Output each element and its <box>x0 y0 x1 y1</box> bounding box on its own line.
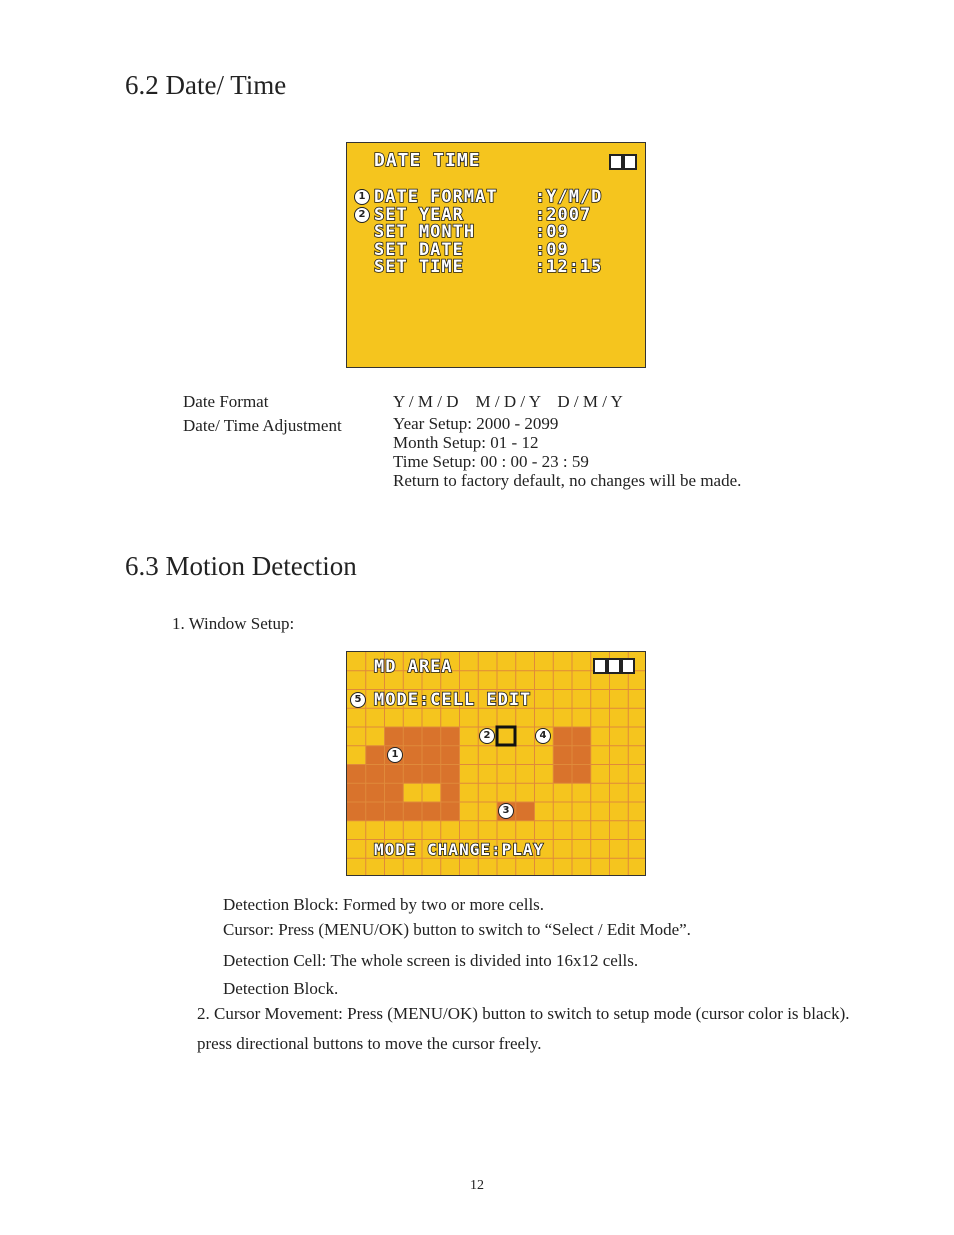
detection-cell <box>385 802 404 821</box>
osd-item-value: :2007 <box>535 204 592 225</box>
time-setup-line: Time Setup: 00 : 00 - 23 : 59 <box>393 452 589 471</box>
note-detection-cell: Detection Cell: The whole screen is divided into 16x12 cells. <box>223 951 639 970</box>
osd-item-value: :12:15 <box>535 257 603 277</box>
detection-cell <box>553 727 572 746</box>
detection-cell <box>403 746 422 765</box>
osd-item-value: :Y/M/D <box>535 187 603 207</box>
detection-blocks <box>347 727 591 821</box>
detection-cell <box>403 802 422 821</box>
detection-cell <box>572 765 591 784</box>
osd-item-label: SET MONTH <box>374 222 476 242</box>
note-detection-block: Detection Block: Formed by two or more cells. <box>223 895 545 914</box>
osd-item-label: DATE FORMAT <box>374 187 498 207</box>
md-osd-title: MD AREA <box>374 657 453 677</box>
marker-1: 1 <box>387 747 403 763</box>
detection-cell <box>347 765 366 784</box>
marker-2: 2 <box>479 728 495 744</box>
detection-cell <box>572 727 591 746</box>
marker-5: 5 <box>350 692 366 708</box>
osd-item-label: SET DATE <box>374 239 464 260</box>
date-format-label: Date Format <box>183 392 269 411</box>
date-time-osd-screen <box>346 142 646 368</box>
step-cursor-movement: 2. Cursor Movement: Press (MENU/OK) button to switch to setup mode (cursor color is black). <box>197 1004 850 1023</box>
md-mode-line: MODE:CELL EDIT <box>374 690 532 710</box>
edit-cursor <box>497 727 515 745</box>
step-window-setup: 1. Window Setup: <box>172 614 295 633</box>
section-heading-motion-detection: 6.3 Motion Detection <box>125 551 357 581</box>
osd-indicator-icon <box>621 658 635 674</box>
detection-cell <box>347 802 366 821</box>
osd-title: DATE TIME <box>374 150 481 171</box>
step-cursor-movement-continued: press directional buttons to move the cursor freely. <box>197 1034 542 1053</box>
detection-cell <box>553 765 572 784</box>
osd-indicator-icon <box>609 154 623 170</box>
detection-cell <box>516 802 535 821</box>
detection-cell <box>366 802 385 821</box>
osd-indicator-icon <box>623 154 637 170</box>
date-format-values: Y / M / D M / D / Y D / M / Y <box>393 392 623 411</box>
detection-cell <box>441 727 460 746</box>
md-bottom-line: MODE CHANGE:PLAY <box>374 840 545 859</box>
detection-cell <box>422 802 441 821</box>
detection-cell <box>422 727 441 746</box>
detection-cell <box>553 746 572 765</box>
osd-item-label: SET YEAR <box>374 204 464 225</box>
factory-default-line: Return to factory default, no changes will be made. <box>393 471 742 490</box>
osd-item-label: SET TIME <box>374 257 464 277</box>
osd-indicator-icon <box>607 658 621 674</box>
detection-cell <box>441 783 460 802</box>
section-heading-date-time: 6.2 Date/ Time <box>125 70 287 100</box>
detection-cell <box>366 783 385 802</box>
detection-cell <box>385 783 404 802</box>
date-time-adjustment-label: Date/ Time Adjustment <box>183 416 342 435</box>
year-setup-line: Year Setup: 2000 - 2099 <box>393 414 559 433</box>
osd-item-value: :09 <box>535 222 569 242</box>
osd-marker-2: 2 <box>354 207 370 223</box>
md-area-osd-screen <box>346 651 646 876</box>
detection-cell <box>366 765 385 784</box>
osd-item-value: :09 <box>535 239 569 260</box>
note-cursor: Cursor: Press (MENU/OK) button to switch to “Select / Edit Mode”. <box>223 920 691 939</box>
detection-cell <box>347 783 366 802</box>
detection-cell <box>366 746 385 765</box>
page-number: 12 <box>470 1178 484 1193</box>
detection-cell <box>572 746 591 765</box>
osd-indicator-icon <box>593 658 607 674</box>
month-setup-line: Month Setup: 01 - 12 <box>393 433 539 452</box>
detection-cell <box>403 727 422 746</box>
detection-cell <box>403 765 422 784</box>
detection-cell <box>385 727 404 746</box>
marker-4: 4 <box>535 728 551 744</box>
detection-cell <box>422 765 441 784</box>
detection-cell <box>385 765 404 784</box>
note-detection-block-2: Detection Block. <box>223 979 339 998</box>
osd-marker-1: 1 <box>354 189 370 205</box>
detection-cell <box>441 765 460 784</box>
detection-cell <box>441 802 460 821</box>
detection-cell <box>422 746 441 765</box>
detection-cell <box>441 746 460 765</box>
marker-3: 3 <box>498 803 514 819</box>
